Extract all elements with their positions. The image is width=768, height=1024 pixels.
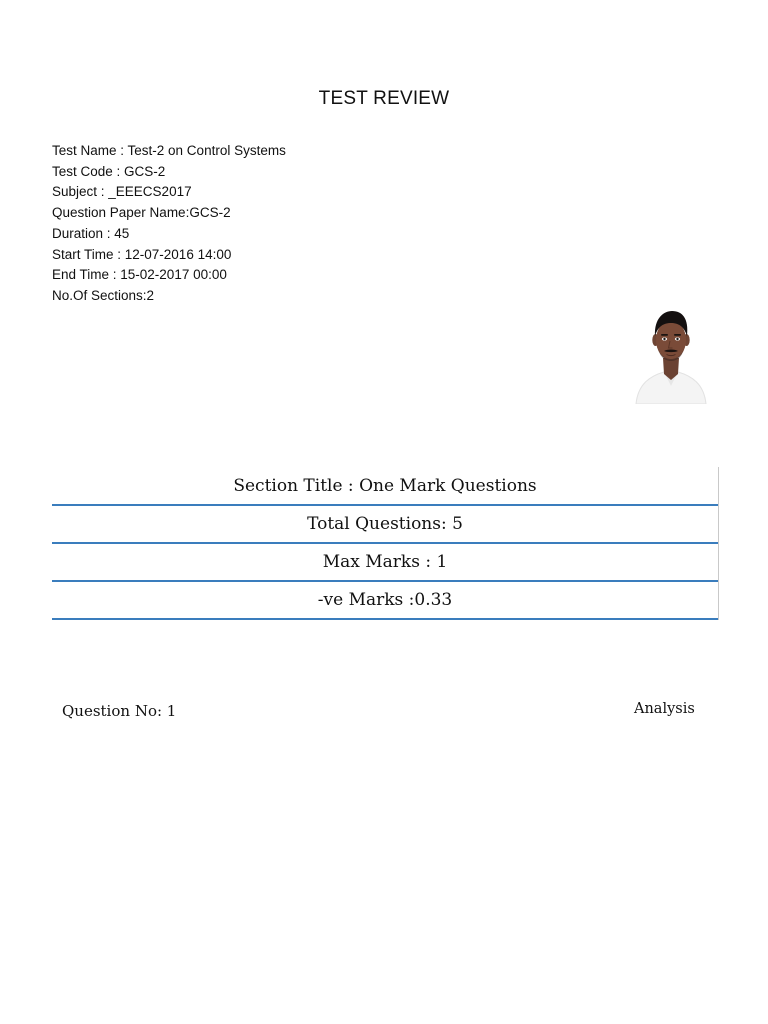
section-title: Section Title : One Mark Questions (52, 467, 718, 506)
candidate-photo (626, 304, 716, 404)
end-time: End Time : 15-02-2017 00:00 (52, 267, 227, 283)
test-info (52, 141, 286, 307)
test-name: Test Name : Test-2 on Control Systems (52, 143, 286, 158)
analysis-label: Analysis (634, 701, 695, 717)
section-summary-table (52, 467, 719, 620)
subject: Subject : _EEECS2017 (52, 184, 192, 200)
negative-marks: -ve Marks :0.33 (52, 582, 718, 620)
question-paper-name: Question Paper Name:GCS-2 (52, 205, 231, 221)
test-code: Test Code : GCS-2 (52, 163, 166, 179)
number-of-sections: No.Of Sections:2 (52, 287, 155, 303)
question-number-label: Question No: 1 (62, 702, 177, 720)
duration: Duration : 45 (52, 225, 130, 241)
page-title: TEST REVIEW (318, 88, 450, 109)
total-questions: Total Questions: 5 (52, 506, 718, 544)
max-marks: Max Marks : 1 (52, 544, 718, 582)
start-time: Start Time : 12-07-2016 14:00 (52, 246, 232, 262)
